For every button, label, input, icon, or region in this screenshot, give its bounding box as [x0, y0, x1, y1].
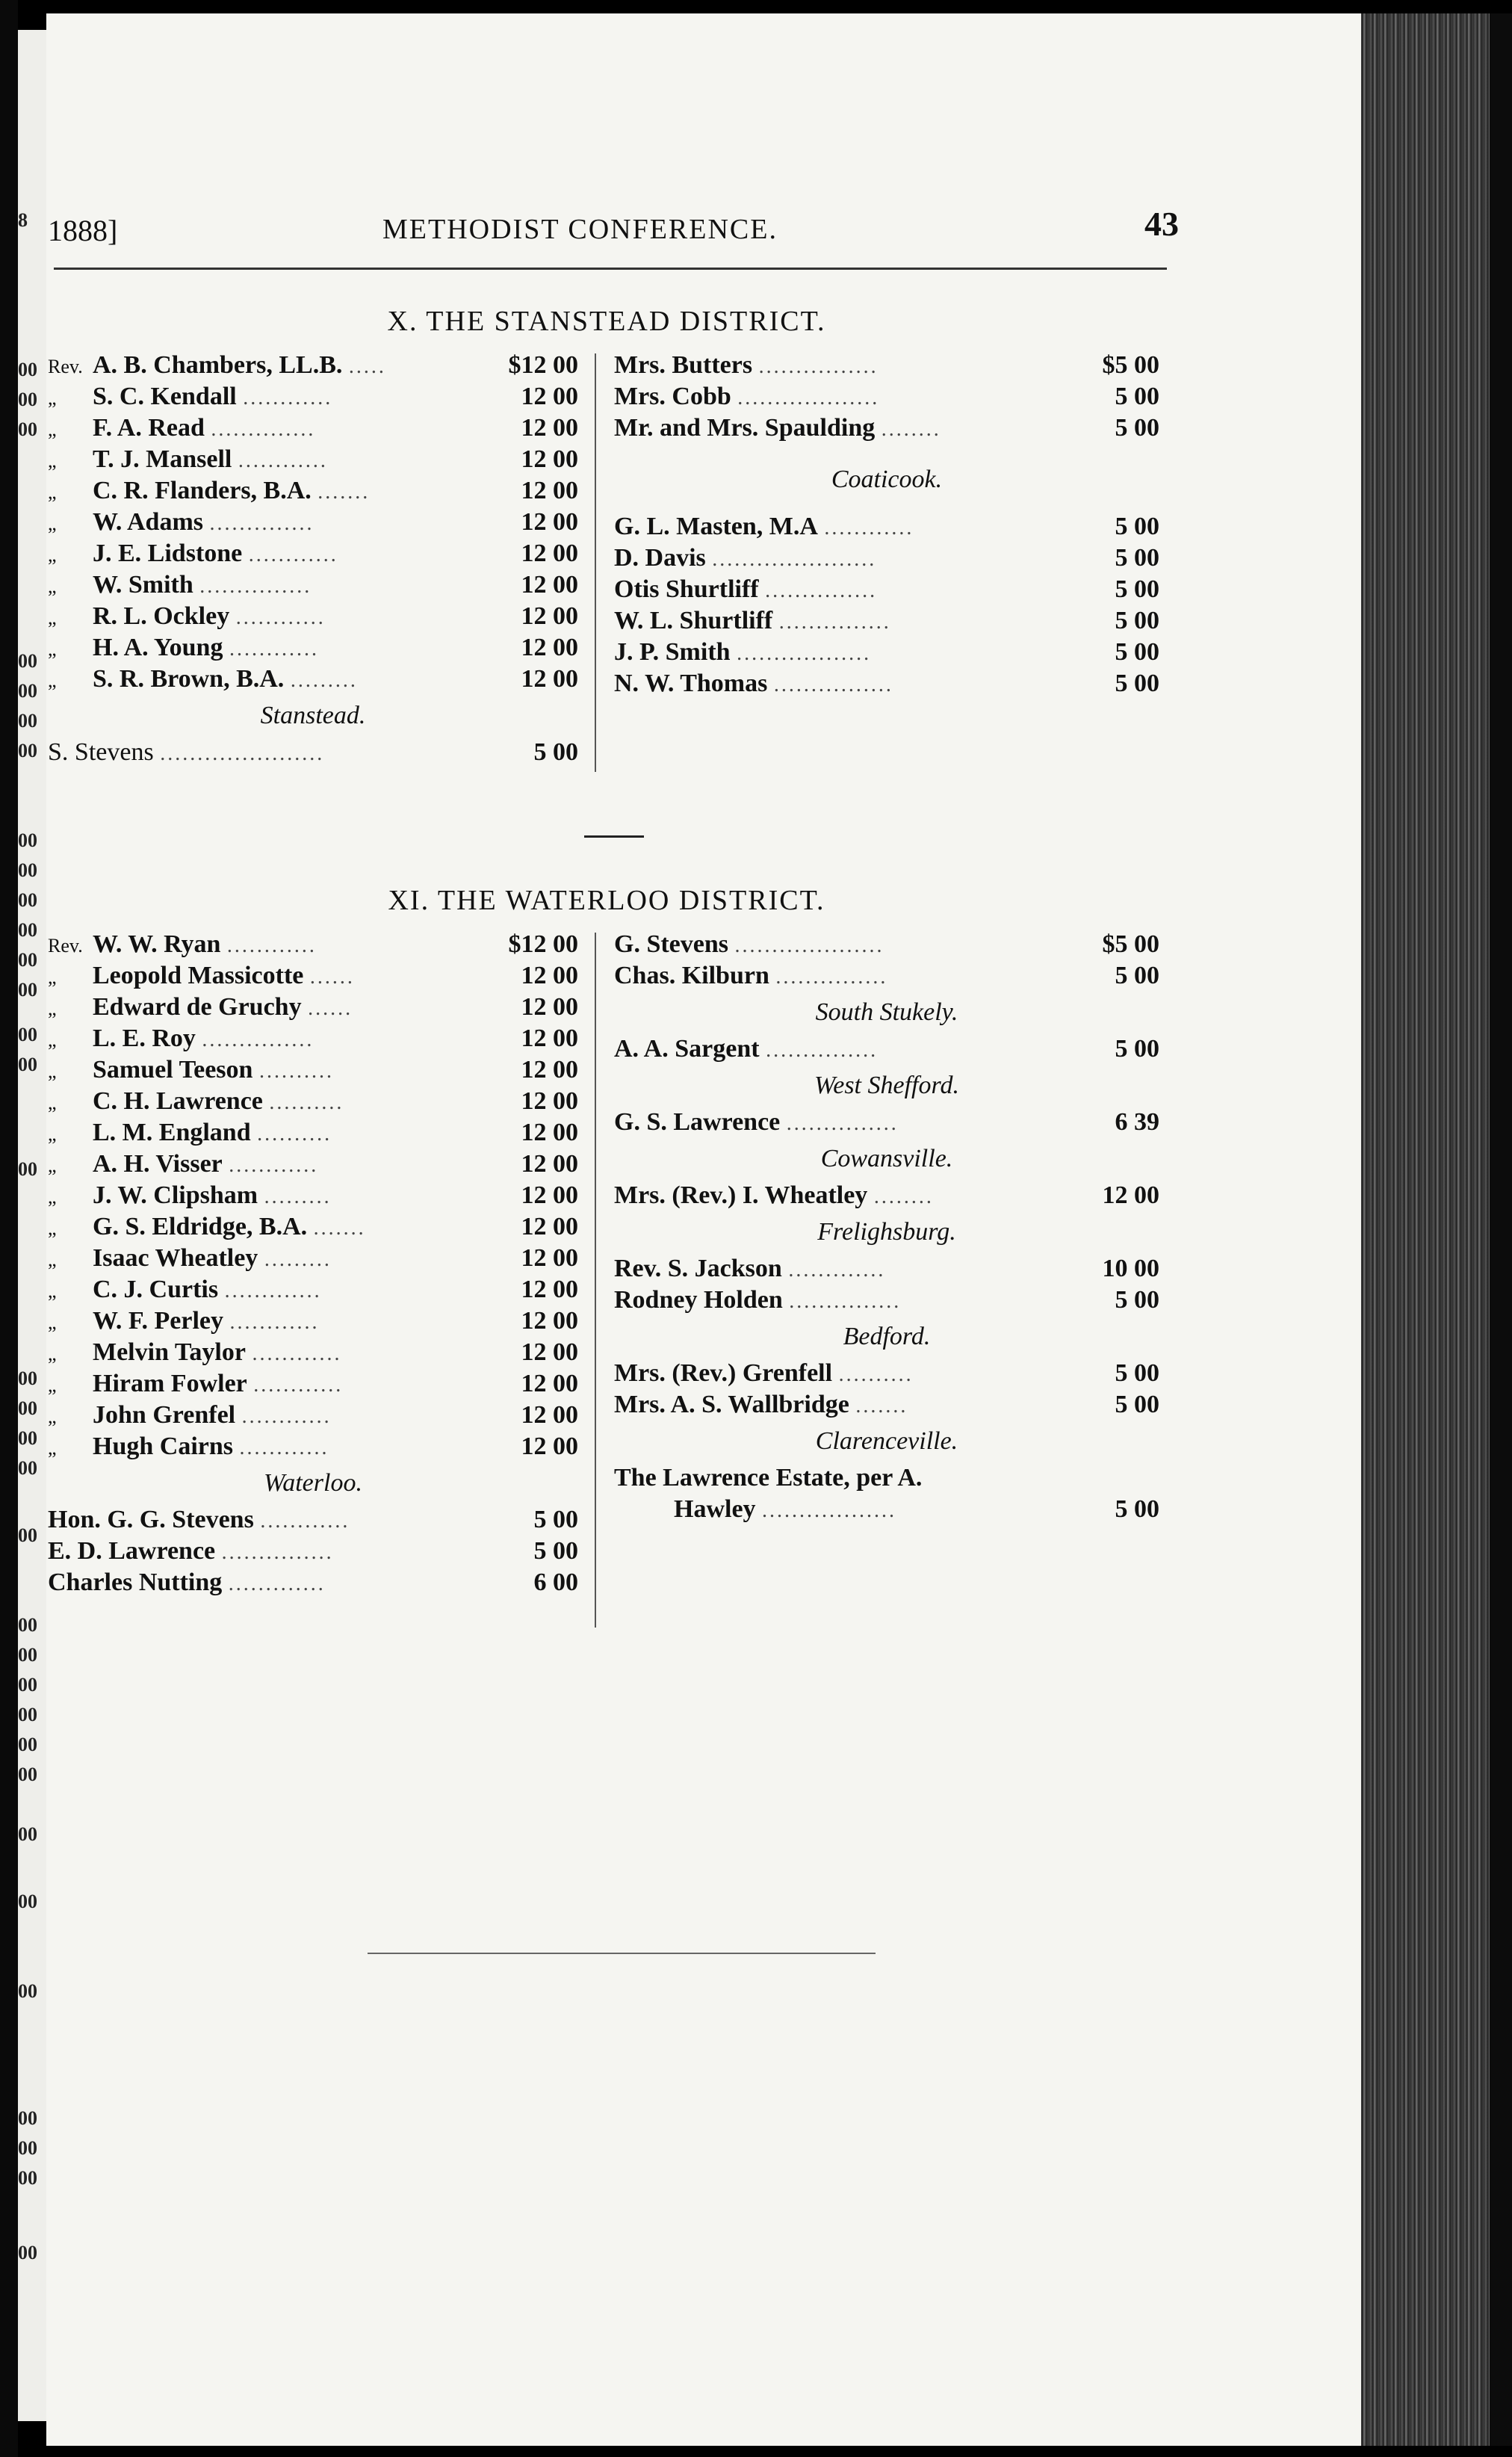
leader-dots: .................. — [737, 642, 872, 665]
donor-row — [48, 1180, 578, 1211]
margin-fragment: 00 — [18, 1524, 37, 1546]
leader-dots: ...... — [308, 997, 353, 1020]
amount: 12 00 — [521, 1150, 578, 1178]
amount: 12 00 — [521, 602, 578, 630]
donor-name: J. E. Lidstone — [93, 540, 243, 567]
amount: 5 00 — [1115, 544, 1159, 572]
amount: 12 00 — [521, 1213, 578, 1240]
donor-row — [48, 1337, 578, 1368]
book-spine — [0, 0, 18, 2457]
margin-fragment: 00 — [18, 979, 37, 1001]
donor-name: L. M. England — [93, 1119, 251, 1146]
spacer — [614, 444, 1159, 459]
column-divider — [595, 353, 596, 772]
donor-row — [48, 664, 578, 695]
donor-name: N. W. Thomas — [614, 670, 768, 697]
margin-fragment: 00 — [18, 650, 37, 672]
donor-name: Mr. and Mrs. Spaulding — [614, 414, 876, 442]
donor-row — [614, 1253, 1159, 1285]
amount: 12 00 — [521, 634, 578, 661]
amount: 5 00 — [1115, 1286, 1159, 1314]
title-prefix: „ — [48, 481, 57, 503]
leader-dots: ......... — [264, 1185, 332, 1208]
donor-name: W. L. Shurtliff — [614, 607, 773, 634]
amount: 12 00 — [521, 1181, 578, 1209]
donor-row — [614, 574, 1159, 605]
donor-row — [48, 350, 578, 381]
margin-fragment: 8 — [18, 209, 28, 231]
margin-fragment: 00 — [18, 1823, 37, 1845]
leader-dots: ............... — [775, 965, 888, 989]
donor-row — [614, 1107, 1159, 1138]
donor-row — [48, 1274, 578, 1305]
title-prefix: „ — [48, 387, 57, 409]
amount: 6 00 — [533, 1569, 578, 1596]
amount: 5 00 — [1115, 1495, 1159, 1523]
donor-name: A. H. Visser — [93, 1150, 223, 1178]
place-subhead: West Shefford. — [814, 1072, 959, 1099]
amount: 12 00 — [521, 665, 578, 693]
place-subhead: Cowansville. — [820, 1145, 953, 1172]
donor-name: Mrs. (Rev.) I. Wheatley — [614, 1181, 868, 1209]
leader-dots: ............. — [788, 1258, 886, 1282]
title-prefix: „ — [48, 1343, 57, 1365]
margin-fragment: 00 — [18, 1158, 37, 1180]
leader-dots: ............ — [243, 386, 333, 410]
amount: 12 00 — [1102, 1181, 1159, 1209]
title-prefix: „ — [48, 1123, 57, 1145]
leader-dots: ............... — [765, 579, 878, 602]
donor-name: Leopold Massicotte — [93, 962, 304, 989]
donor-row — [614, 929, 1159, 960]
donor-name: Mrs. A. S. Wallbridge — [614, 1391, 849, 1418]
leader-dots: ............ — [248, 543, 338, 566]
donor-row — [48, 1431, 578, 1462]
leader-dots: ............ — [252, 1342, 342, 1365]
book-page — [46, 13, 1361, 2446]
margin-fragment: 00 — [18, 1054, 37, 1075]
bottom-rule — [368, 1953, 876, 1954]
margin-fragment: 00 — [18, 1891, 37, 1912]
amount: 5 00 — [533, 1537, 578, 1565]
leader-dots: ............ — [824, 516, 914, 540]
donor-name: Mrs. (Rev.) Grenfell — [614, 1359, 833, 1387]
leader-dots: ............... — [221, 1541, 334, 1564]
leader-dots: ............... — [766, 1039, 879, 1062]
stanstead-title: X. THE STANSTEAD DISTRICT. — [387, 306, 826, 337]
donor-row — [614, 1033, 1159, 1065]
place-subhead: South Stukely. — [815, 998, 958, 1026]
margin-fragment: 00 — [18, 1457, 37, 1479]
amount: 5 00 — [533, 1506, 578, 1533]
amount: 5 00 — [1115, 414, 1159, 442]
title-prefix: „ — [48, 1374, 57, 1396]
title-prefix: „ — [48, 513, 57, 534]
donor-row — [48, 1305, 578, 1337]
donor-row — [614, 668, 1159, 699]
donor-name: C. J. Curtis — [93, 1276, 219, 1303]
margin-fragment: 00 — [18, 1734, 37, 1755]
margin-fragment: 00 — [18, 710, 37, 732]
donor-row — [48, 475, 578, 507]
donor-name: G. S. Lawrence — [614, 1108, 781, 1136]
donor-name: John Grenfel — [93, 1401, 236, 1429]
amount: 5 00 — [1115, 670, 1159, 697]
title-prefix: „ — [48, 1060, 57, 1082]
donor-name: Hugh Cairns — [93, 1433, 233, 1460]
stanstead-left-column — [48, 350, 578, 768]
donor-row — [48, 1117, 578, 1149]
donor-name: W. F. Perley — [93, 1307, 224, 1335]
place-subhead: Stanstead. — [260, 702, 366, 729]
donor-name: Otis Shurtliff — [614, 575, 759, 603]
title-prefix: „ — [48, 670, 57, 691]
amount: 12 00 — [521, 445, 578, 473]
header-year: 1888] — [48, 214, 118, 247]
amount: 10 00 — [1102, 1255, 1159, 1282]
header-rule — [54, 268, 1167, 270]
donor-name: G. S. Eldridge, B.A. — [93, 1213, 308, 1240]
leader-dots: ............. — [228, 1572, 326, 1595]
amount: 12 00 — [521, 414, 578, 442]
amount: 12 00 — [521, 1087, 578, 1115]
amount: 12 00 — [521, 1370, 578, 1397]
amount: 5 00 — [1115, 1035, 1159, 1063]
leader-dots: .......... — [838, 1363, 914, 1386]
amount: 5 00 — [1115, 638, 1159, 666]
donor-name: Samuel Teeson — [93, 1056, 253, 1084]
donor-row — [48, 569, 578, 601]
margin-fragment: 00 — [18, 1367, 37, 1389]
donor-name: S. C. Kendall — [93, 383, 237, 410]
facing-page-strip — [18, 30, 49, 2421]
donor-row — [614, 543, 1159, 574]
page-number: 43 — [1144, 205, 1179, 243]
donor-name: T. J. Mansell — [93, 445, 232, 473]
donor-name: Edward de Gruchy — [93, 993, 302, 1021]
place-subhead: Coaticook. — [831, 466, 943, 493]
amount: 12 00 — [521, 1024, 578, 1052]
amount: 12 00 — [521, 540, 578, 567]
amount: 12 00 — [521, 1433, 578, 1460]
margin-fragment: 00 — [18, 2242, 37, 2263]
amount: $5 00 — [1102, 351, 1159, 379]
donor-name: A. B. Chambers, LL.B. — [93, 351, 343, 379]
amount: 5 00 — [1115, 962, 1159, 989]
title-prefix: „ — [48, 1092, 57, 1113]
donor-row — [48, 601, 578, 632]
title-prefix: Rev. — [48, 935, 83, 956]
margin-fragment: 00 — [18, 1644, 37, 1666]
leader-dots: .......... — [257, 1122, 332, 1146]
amount: 12 00 — [521, 477, 578, 504]
place-subhead: Waterloo. — [264, 1469, 362, 1497]
donor-name: G. L. Masten, M.A — [614, 513, 818, 540]
amount: 12 00 — [521, 1119, 578, 1146]
donor-name: Hawley — [674, 1495, 756, 1523]
leader-dots: ............... — [778, 611, 891, 634]
amount: 12 00 — [521, 993, 578, 1021]
amount: 5 00 — [1115, 513, 1159, 540]
margin-fragment: 00 — [18, 1397, 37, 1419]
donor-row — [48, 1023, 578, 1054]
margin-fragment: 00 — [18, 1024, 37, 1045]
donor-row — [48, 992, 578, 1023]
leader-dots: ......... — [264, 1248, 332, 1271]
donor-name: S. R. Brown, B.A. — [93, 665, 285, 693]
title-prefix: „ — [48, 418, 57, 440]
donor-row — [48, 1243, 578, 1274]
donor-name: L. E. Roy — [93, 1024, 196, 1052]
amount: $5 00 — [1102, 930, 1159, 958]
leader-dots: ............. — [224, 1279, 322, 1302]
margin-fragment: 00 — [18, 389, 37, 410]
donor-row — [48, 1054, 578, 1086]
donor-name: Hon. G. G. Stevens — [48, 1506, 254, 1533]
stanstead-right-column — [614, 350, 1159, 699]
donor-row — [48, 1504, 578, 1536]
amount: $12 00 — [508, 351, 578, 379]
margin-fragment: 00 — [18, 1427, 37, 1449]
leader-dots: ...................... — [712, 548, 877, 571]
leader-dots: ........ — [873, 1185, 934, 1208]
donor-name: G. Stevens — [614, 930, 728, 958]
donor-row — [48, 737, 578, 768]
amount: $12 00 — [508, 930, 578, 958]
leader-dots: ................ — [773, 673, 893, 696]
header-title: METHODIST CONFERENCE. — [382, 214, 778, 245]
donor-name: F. A. Read — [93, 414, 205, 442]
donor-name: C. H. Lawrence — [93, 1087, 263, 1115]
margin-fragment: 00 — [18, 359, 37, 380]
place-subhead: Clarenceville. — [815, 1427, 958, 1455]
donor-row — [48, 1149, 578, 1180]
leader-dots: ............... — [202, 1028, 315, 1051]
donor-row — [614, 350, 1159, 381]
leader-dots: ............ — [260, 1509, 350, 1533]
donor-name: Melvin Taylor — [93, 1338, 246, 1366]
spacer — [614, 501, 1159, 511]
leader-dots: ............ — [229, 1311, 320, 1334]
donor-row — [48, 632, 578, 664]
donor-name: W. Smith — [93, 571, 193, 599]
margin-fragment: 00 — [18, 2167, 37, 2189]
title-prefix: „ — [48, 1406, 57, 1427]
title-prefix: Rev. — [48, 356, 83, 377]
title-prefix: „ — [48, 966, 57, 988]
leader-dots: ............ — [229, 1154, 319, 1177]
amount: 12 00 — [521, 1401, 578, 1429]
leader-dots: ............ — [238, 449, 328, 472]
donor-row — [48, 1400, 578, 1431]
donor-row — [614, 1389, 1159, 1421]
leader-dots: .................. — [762, 1499, 897, 1522]
amount: 12 00 — [521, 383, 578, 410]
title-prefix: „ — [48, 1249, 57, 1270]
margin-fragment: 00 — [18, 1980, 37, 2002]
donor-row — [614, 1494, 1159, 1525]
donor-name: The Lawrence Estate, per A. — [614, 1464, 923, 1492]
donor-row — [614, 1285, 1159, 1316]
donor-name: W. Adams — [93, 508, 204, 536]
donor-row — [614, 511, 1159, 543]
donor-row — [614, 1180, 1159, 1211]
leader-dots: .................... — [734, 934, 884, 957]
margin-fragment: 00 — [18, 2137, 37, 2159]
donor-name: H. A. Young — [93, 634, 223, 661]
waterloo-title: XI. THE WATERLOO DISTRICT. — [388, 885, 825, 916]
donor-name: C. R. Flanders, B.A. — [93, 477, 312, 504]
place-subhead: Bedford. — [843, 1323, 931, 1350]
amount: 12 00 — [521, 962, 578, 989]
title-prefix: „ — [48, 1311, 57, 1333]
donor-row — [614, 960, 1159, 992]
title-prefix: „ — [48, 1437, 57, 1459]
leader-dots: ................ — [758, 355, 879, 378]
title-prefix: „ — [48, 450, 57, 472]
section-separator — [584, 835, 644, 838]
donor-name: Mrs. Butters — [614, 351, 753, 379]
leader-dots: ............ — [239, 1436, 329, 1459]
leader-dots: ...... — [309, 965, 355, 989]
donor-name: Rodney Holden — [614, 1286, 783, 1314]
donor-name: D. Davis — [614, 544, 706, 572]
amount: 12 00 — [521, 571, 578, 599]
leader-dots: ............... — [199, 575, 312, 598]
leader-dots: ................... — [737, 386, 880, 410]
waterloo-left-column — [48, 929, 578, 1598]
leader-dots: ............ — [226, 934, 317, 957]
donor-name: J. W. Clipsham — [93, 1181, 258, 1209]
margin-fragment: 00 — [18, 859, 37, 881]
leader-dots: ............ — [241, 1405, 332, 1428]
amount: 6 39 — [1115, 1108, 1159, 1136]
amount: 5 00 — [533, 738, 578, 766]
donor-name: Hiram Fowler — [93, 1370, 247, 1397]
donor-row — [48, 1086, 578, 1117]
leader-dots: ............ — [235, 606, 326, 629]
title-prefix: „ — [48, 638, 57, 660]
margin-fragment: 00 — [18, 1614, 37, 1636]
amount: 12 00 — [521, 1056, 578, 1084]
margin-fragment: 00 — [18, 2107, 37, 2129]
donor-name: Charles Nutting — [48, 1569, 223, 1596]
column-divider — [595, 933, 596, 1628]
amount: 12 00 — [521, 1338, 578, 1366]
title-prefix: „ — [48, 1155, 57, 1176]
donor-row — [614, 381, 1159, 412]
donor-name: R. L. Ockley — [93, 602, 230, 630]
donor-row — [48, 929, 578, 960]
donor-name: Isaac Wheatley — [93, 1244, 258, 1272]
margin-fragment: 00 — [18, 949, 37, 971]
donor-row — [614, 1358, 1159, 1389]
title-prefix: „ — [48, 1217, 57, 1239]
amount: 12 00 — [521, 1244, 578, 1272]
title-prefix: „ — [48, 544, 57, 566]
leader-dots: .............. — [211, 418, 316, 441]
donor-row — [48, 381, 578, 412]
donor-name: A. A. Sargent — [614, 1035, 760, 1063]
waterloo-right-column — [614, 929, 1159, 1525]
margin-fragment: 00 — [18, 829, 37, 851]
margin-fragment: 00 — [18, 418, 37, 440]
leader-dots: ....... — [313, 1217, 366, 1240]
running-header — [46, 204, 1361, 249]
leader-dots: .......... — [258, 1060, 334, 1083]
amount: 5 00 — [1115, 383, 1159, 410]
amount: 12 00 — [521, 1276, 578, 1303]
margin-fragment: 00 — [18, 1704, 37, 1725]
donor-row — [48, 1368, 578, 1400]
amount: 12 00 — [521, 1307, 578, 1335]
donor-name: S. Stevens — [48, 738, 154, 766]
leader-dots: ........ — [881, 418, 941, 441]
margin-fragment: 00 — [18, 889, 37, 911]
page-edges — [1358, 13, 1512, 2446]
donor-name: J. P. Smith — [614, 638, 731, 666]
title-prefix: „ — [48, 1029, 57, 1051]
leader-dots: ............... — [786, 1112, 899, 1135]
title-prefix: „ — [48, 1186, 57, 1208]
donor-row — [48, 1536, 578, 1567]
leader-dots: ............... — [789, 1290, 902, 1313]
donor-row — [48, 1567, 578, 1598]
title-prefix: „ — [48, 607, 57, 628]
margin-fragment: 00 — [18, 1674, 37, 1696]
margin-fragment: 00 — [18, 919, 37, 941]
donor-row — [48, 507, 578, 538]
leader-dots: .............. — [209, 512, 315, 535]
amount: 12 00 — [521, 508, 578, 536]
margin-fragment: 00 — [18, 680, 37, 702]
leader-dots: ............ — [229, 637, 319, 661]
donor-name: Chas. Kilburn — [614, 962, 769, 989]
title-prefix: „ — [48, 575, 57, 597]
leader-dots: .......... — [269, 1091, 344, 1114]
donor-name: Mrs. Cobb — [614, 383, 731, 410]
place-subhead: Frelighsburg. — [817, 1218, 956, 1246]
leader-dots: ....... — [855, 1394, 908, 1418]
title-prefix: „ — [48, 998, 57, 1019]
donor-row — [614, 637, 1159, 668]
amount: 5 00 — [1115, 1359, 1159, 1387]
donor-row — [614, 1462, 1159, 1494]
donor-row — [48, 960, 578, 992]
leader-dots: ....... — [317, 480, 371, 504]
leader-dots: ......... — [290, 669, 358, 692]
donor-name: E. D. Lawrence — [48, 1537, 216, 1565]
donor-row — [48, 538, 578, 569]
leader-dots: ...................... — [160, 742, 325, 765]
amount: 5 00 — [1115, 607, 1159, 634]
amount: 5 00 — [1115, 1391, 1159, 1418]
donor-row — [48, 444, 578, 475]
donor-row — [48, 1211, 578, 1243]
donor-row — [614, 412, 1159, 444]
margin-fragment: 00 — [18, 1764, 37, 1785]
margin-fragment: 00 — [18, 740, 37, 761]
leader-dots: ..... — [348, 355, 386, 378]
donor-row — [614, 605, 1159, 637]
title-prefix: „ — [48, 1280, 57, 1302]
donor-row — [48, 412, 578, 444]
amount: 5 00 — [1115, 575, 1159, 603]
leader-dots: ............ — [253, 1373, 344, 1397]
donor-name: Rev. S. Jackson — [614, 1255, 782, 1282]
donor-name: W. W. Ryan — [93, 930, 221, 958]
